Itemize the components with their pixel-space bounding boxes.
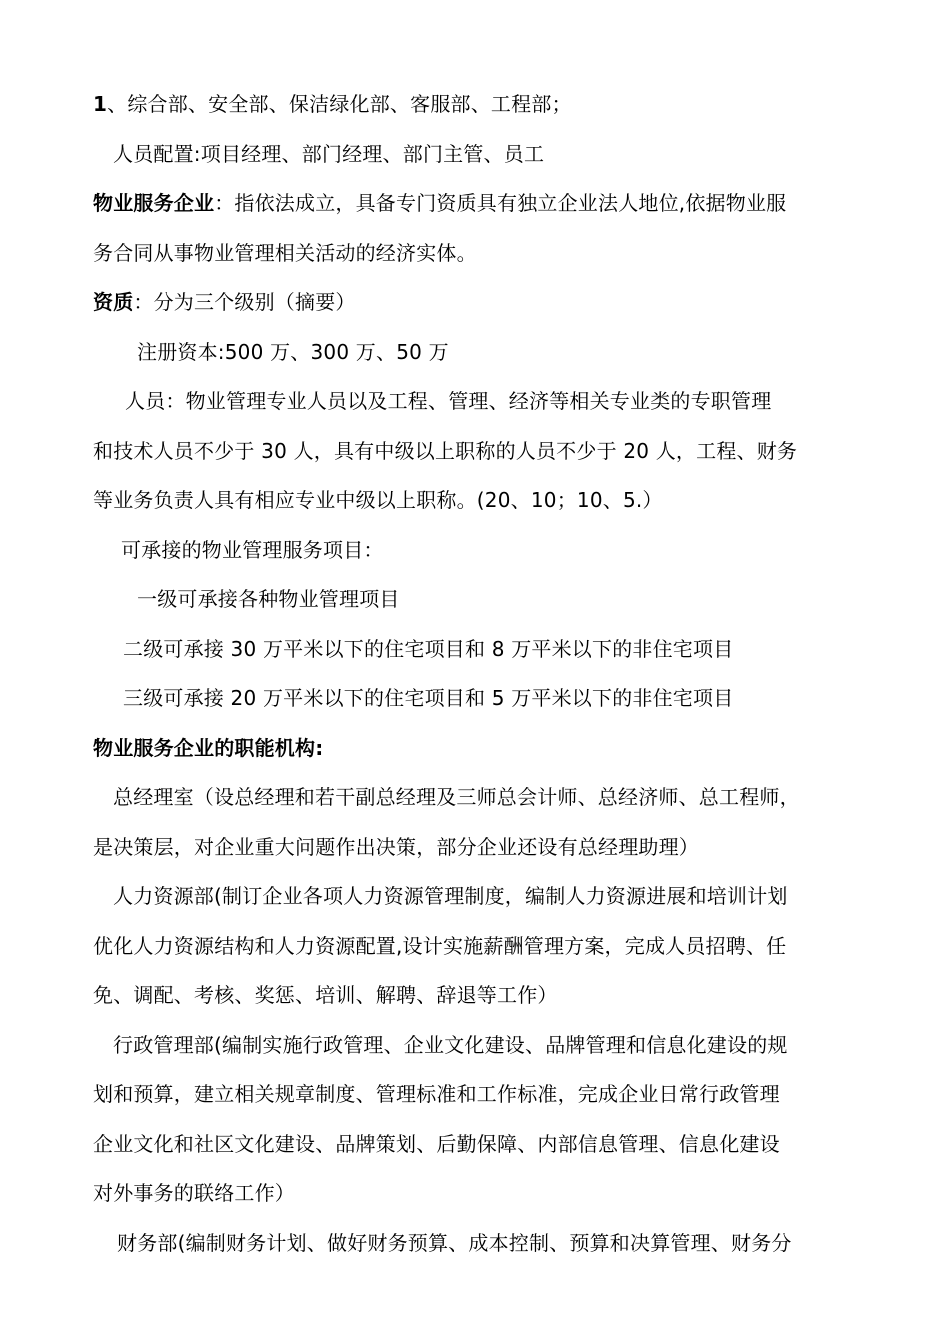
paragraph-line <box>93 773 868 823</box>
paragraph-line <box>93 229 868 279</box>
heading-number: 1 <box>93 92 108 116</box>
paragraph-line <box>93 1169 868 1219</box>
paragraph-line <box>93 1021 868 1071</box>
line-text: 人员配置:项目经理、部门经理、部门主管、员工 <box>113 141 545 166</box>
line-text: 优化人力资源结构和人力资源配置,设计实施薪酬管理方案，完成人员招聘、任 <box>93 933 787 958</box>
line-text: 注册资本:500 万、300 万、50 万 <box>137 339 449 364</box>
paragraph-line <box>93 476 868 526</box>
line-text: 行政管理部(编制实施行政管理、企业文化建设、品牌管理和信息化建设的规 <box>113 1032 788 1057</box>
line-text: 人员：物业管理专业人员以及工程、管理、经济等相关专业类的专职管理 <box>125 389 772 413</box>
paragraph-line <box>93 1070 868 1120</box>
paragraph-line <box>93 724 868 774</box>
term-heading: 物业服务企业 <box>93 191 215 215</box>
line-text: 一级可承接各种物业管理项目 <box>137 587 400 611</box>
line-text: 划和预算，建立相关规章制度、管理标准和工作标准，完成企业日常行政管理 <box>93 1082 780 1106</box>
paragraph-line <box>93 1120 868 1170</box>
paragraph-line <box>93 377 868 427</box>
line-text: 是决策层，对企业重大问题作出决策，部分企业还设有总经理助理） <box>93 834 699 859</box>
paragraph-line <box>93 625 868 675</box>
line-text: 总经理室（设总经理和若干副总经理及三师总会计师、总经济师、总工程师， <box>113 785 800 809</box>
line-text: 等业务负责人具有相应专业中级以上职称。(20、10；10、5.） <box>93 488 663 512</box>
paragraph-line <box>93 872 868 922</box>
line-text: 三级可承接 20 万平米以下的住宅项目和 5 万平米以下的非住宅项目 <box>123 686 734 710</box>
paragraph-line <box>93 278 868 328</box>
paragraph-line <box>93 80 868 130</box>
paragraph-line <box>93 1219 868 1269</box>
paragraph-line <box>93 526 868 576</box>
term-heading: 资质 <box>93 290 134 314</box>
paragraph-line <box>93 179 868 229</box>
line-text: 、综合部、安全部、保洁绿化部、客服部、工程部； <box>107 92 572 116</box>
section-heading: 物业服务企业的职能机构: <box>93 735 324 760</box>
paragraph-line <box>93 575 868 625</box>
line-text: 二级可承接 30 万平米以下的住宅项目和 8 万平米以下的非住宅项目 <box>123 636 734 661</box>
line-text: 可承接的物业管理服务项目： <box>121 537 384 562</box>
line-text: 财务部(编制财务计划、做好财务预算、成本控制、预算和决算管理、财务分 <box>117 1230 792 1255</box>
line-text: 免、调配、考核、奖惩、培训、解聘、辞退等工作） <box>93 983 558 1007</box>
paragraph-line <box>93 674 868 724</box>
paragraph-line <box>93 427 868 477</box>
paragraph-line <box>93 130 868 180</box>
line-text: 和技术人员不少于 30 人，具有中级以上职称的人员不少于 20 人，工程、财务 <box>93 438 798 463</box>
paragraph-line <box>93 971 868 1021</box>
line-text: 企业文化和社区文化建设、品牌策划、后勤保障、内部信息管理、信息化建设 <box>93 1131 780 1156</box>
line-text: 务合同从事物业管理相关活动的经济实体。 <box>93 240 477 265</box>
paragraph-line <box>93 328 868 378</box>
document-body <box>93 80 868 1268</box>
line-text: 人力资源部(制订企业各项人力资源管理制度，编制人力资源进展和培训计划 <box>113 884 788 908</box>
paragraph-line <box>93 823 868 873</box>
paragraph-line <box>93 922 868 972</box>
line-text: ：分为三个级别（摘要） <box>133 290 356 314</box>
line-text: 对外事务的联络工作） <box>93 1181 295 1205</box>
line-text: ：指依法成立，具备专门资质具有独立企业法人地位,依据物业服 <box>214 191 787 215</box>
